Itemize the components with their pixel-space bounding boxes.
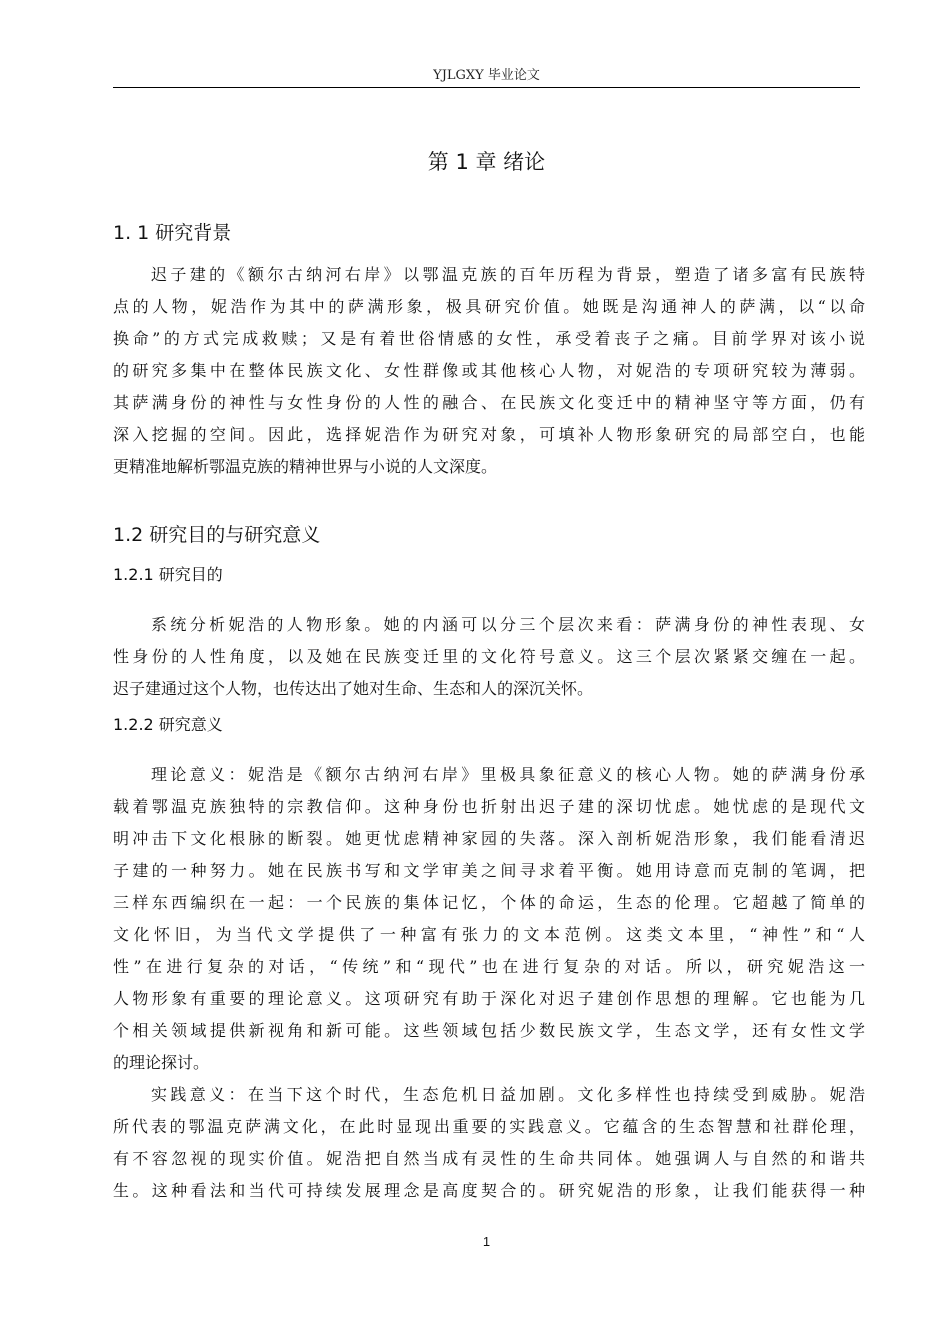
paragraph-practical-significance	[113, 1079, 865, 1207]
paragraph-theoretical-significance	[113, 759, 865, 1079]
text-line: 理论意义：妮浩是《额尔古纳河右岸》里极具象征意义的核心人物。她的萨满身份承	[151, 765, 865, 784]
running-header: YJLGXY 毕业论文	[433, 68, 540, 83]
text-line: 子建的一种努力。她在民族书写和文学审美之间寻求着平衡。她用诗意而克制的笔调，把	[113, 861, 865, 880]
text-line: 的研究多集中在整体民族文化、女性群像或其他核心人物，对妮浩的专项研究较为薄弱。	[113, 361, 865, 380]
text-line: 迟子建的《额尔古纳河右岸》以鄂温克族的百年历程为背景，塑造了诸多富有民族特	[151, 265, 865, 284]
text-line: 有不容忽视的现实价值。妮浩把自然当成有灵性的生命共同体。她强调人与自然的和谐共	[113, 1149, 865, 1168]
subsection-heading-purpose: 1.2.1 研究目的	[113, 565, 223, 584]
text-line: 生。这种看法和当代可持续发展理念是高度契合的。研究妮浩的形象，让我们能获得一种	[113, 1181, 865, 1200]
text-line: 实践意义：在当下这个时代，生态危机日益加剧。文化多样性也持续受到威胁。妮浩	[151, 1085, 865, 1104]
text-line: 其萨满身份的神性与女性身份的人性的融合、在民族文化变迁中的精神坚守等方面，仍有	[113, 393, 865, 412]
text-line: 更精准地解析鄂温克族的精神世界与小说的人文深度。	[113, 457, 498, 476]
text-line: 迟子建通过这个人物，也传达出了她对生命、生态和人的深沉关怀。	[113, 679, 594, 698]
paragraph-background	[113, 259, 865, 483]
text-line: 明冲击下文化根脉的断裂。她更忧虑精神家园的失落。深入剖析妮浩形象，我们能看清迟	[113, 829, 865, 848]
section-heading-background: 1. 1 研究背景	[113, 222, 232, 244]
text-line: 性身份的人性角度，以及她在民族变迁里的文化符号意义。这三个层次紧紧交缠在一起。	[113, 647, 865, 666]
subsection-heading-significance: 1.2.2 研究意义	[113, 715, 223, 734]
section-heading-purpose-significance: 1.2 研究目的与研究意义	[113, 524, 321, 546]
chapter-title: 第 1 章 绪论	[427, 150, 546, 174]
text-line: 性”在进行复杂的对话，“传统”和“现代”也在进行复杂的对话。所以，研究妮浩这一	[113, 957, 865, 976]
text-line: 系统分析妮浩的人物形象。她的内涵可以分三个层次来看：萨满身份的神性表现、女	[151, 615, 865, 634]
page-number: 1	[482, 1234, 491, 1249]
text-line: 人物形象有重要的理论意义。这项研究有助于深化对迟子建创作思想的理解。它也能为几	[113, 989, 865, 1008]
text-line: 三样东西编织在一起：一个民族的集体记忆，个体的命运，生态的伦理。它超越了简单的	[113, 893, 865, 912]
text-line: 文化怀旧，为当代文学提供了一种富有张力的文本范例。这类文本里，“神性”和“人	[113, 925, 865, 944]
text-line: 点的人物，妮浩作为其中的萨满形象，极具研究价值。她既是沟通神人的萨满，以“以命	[113, 297, 865, 316]
text-line: 的理论探讨。	[113, 1053, 210, 1072]
text-line: 换命”的方式完成救赎；又是有着世俗情感的女性，承受着丧子之痛。目前学界对该小说	[113, 329, 865, 348]
text-line: 所代表的鄂温克萨满文化，在此时显现出重要的实践意义。它蕴含的生态智慧和社群伦理，	[113, 1117, 865, 1136]
paragraph-purpose	[113, 609, 865, 705]
text-line: 载着鄂温克族独特的宗教信仰。这种身份也折射出迟子建的深切忧虑。她忧虑的是现代文	[113, 797, 865, 816]
text-line: 个相关领域提供新视角和新可能。这些领域包括少数民族文学，生态文学，还有女性文学	[113, 1021, 865, 1040]
header-rule	[113, 87, 860, 88]
text-line: 深入挖掘的空间。因此，选择妮浩作为研究对象，可填补人物形象研究的局部空白，也能	[113, 425, 865, 444]
